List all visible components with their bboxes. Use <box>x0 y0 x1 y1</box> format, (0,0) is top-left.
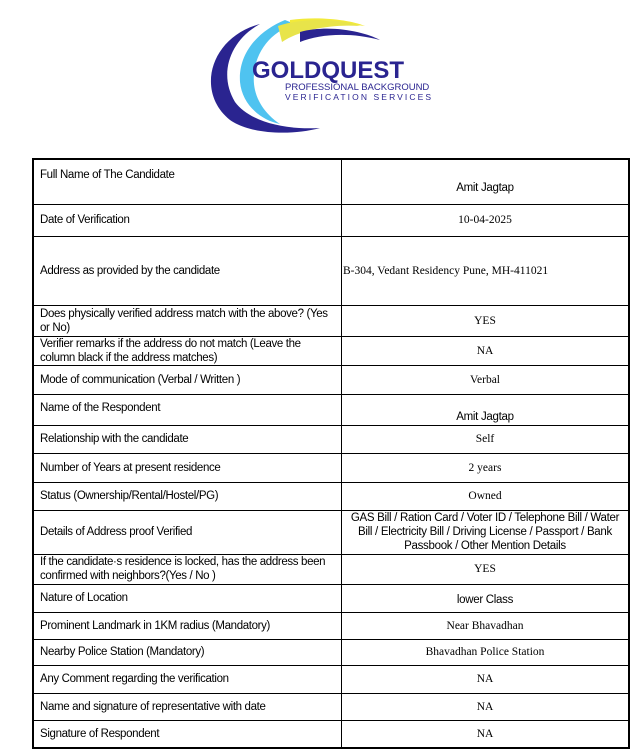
row-label: Full Name of The Candidate <box>33 159 342 204</box>
row-label: Number of Years at present residence <box>33 453 342 482</box>
address-verification-table <box>32 158 630 749</box>
row-value: 2 years <box>342 453 630 482</box>
row-label: Does physically verified address match with the above? (Yes or No) <box>33 305 342 336</box>
row-label: If the candidate·s residence is locked, has the address been confirmed with neighbors?(Yes / No ) <box>33 554 342 584</box>
table-row <box>33 720 629 748</box>
row-label: Name and signature of representative with date <box>33 693 342 720</box>
row-value: Bhavadhan Police Station <box>342 639 630 665</box>
row-value: lower Class <box>342 584 630 612</box>
table-row <box>33 305 629 336</box>
table-row <box>33 236 629 305</box>
row-label: Prominent Landmark in 1KM radius (Mandatory) <box>33 612 342 639</box>
row-label: Relationship with the candidate <box>33 425 342 453</box>
table-row <box>33 453 629 482</box>
table-row <box>33 510 629 554</box>
row-label: Date of Verification <box>33 204 342 236</box>
row-value: Verbal <box>342 365 630 394</box>
row-label: Nature of Location <box>33 584 342 612</box>
row-value: GAS Bill / Ration Card / Voter ID / Telephone Bill / Water Bill / Electricity Bill / Driving License / Passport / Bank Passbook / Other Mention Details <box>342 510 630 554</box>
row-label: Mode of communication (Verbal / Written ) <box>33 365 342 394</box>
row-value: YES <box>342 554 630 584</box>
table-row <box>33 394 629 425</box>
row-label: Nearby Police Station (Mandatory) <box>33 639 342 665</box>
table-row <box>33 159 629 204</box>
row-value: NA <box>342 693 630 720</box>
row-value: Amit Jagtap <box>342 159 630 204</box>
table-row <box>33 639 629 665</box>
row-value: YES <box>342 305 630 336</box>
row-label: Name of the Respondent <box>33 394 342 425</box>
row-label: Details of Address proof Verified <box>33 510 342 554</box>
table-row <box>33 584 629 612</box>
row-value: 10-04-2025 <box>342 204 630 236</box>
row-label: Signature of Respondent <box>33 720 342 748</box>
row-value: NA <box>342 720 630 748</box>
table-row <box>33 693 629 720</box>
table-row <box>33 554 629 584</box>
row-label: Status (Ownership/Rental/Hostel/PG) <box>33 482 342 510</box>
row-value: NA <box>342 665 630 693</box>
goldquest-logo <box>190 12 470 140</box>
row-value: Near Bhavadhan <box>342 612 630 639</box>
row-value: Self <box>342 425 630 453</box>
svg-text:PROFESSIONAL BACKGROUND: PROFESSIONAL BACKGROUND <box>285 82 430 93</box>
table-row <box>33 365 629 394</box>
row-label: Verifier remarks if the address do not match (Leave the column black if the address matches) <box>33 336 342 365</box>
table-row <box>33 336 629 365</box>
table-row <box>33 482 629 510</box>
svg-text:GOLDQUEST: GOLDQUEST <box>252 57 405 84</box>
table-row <box>33 204 629 236</box>
svg-text:VERIFICATION SERVICES: VERIFICATION SERVICES <box>285 92 434 102</box>
row-label: Address as provided by the candidate <box>33 236 342 305</box>
row-value: B-304, Vedant Residency Pune, MH-411021 <box>342 236 630 305</box>
row-value: NA <box>342 336 630 365</box>
row-value: Owned <box>342 482 630 510</box>
table-row <box>33 665 629 693</box>
row-value: Amit Jagtap <box>342 394 630 425</box>
table-row <box>33 425 629 453</box>
row-label: Any Comment regarding the verification <box>33 665 342 693</box>
table-row <box>33 612 629 639</box>
